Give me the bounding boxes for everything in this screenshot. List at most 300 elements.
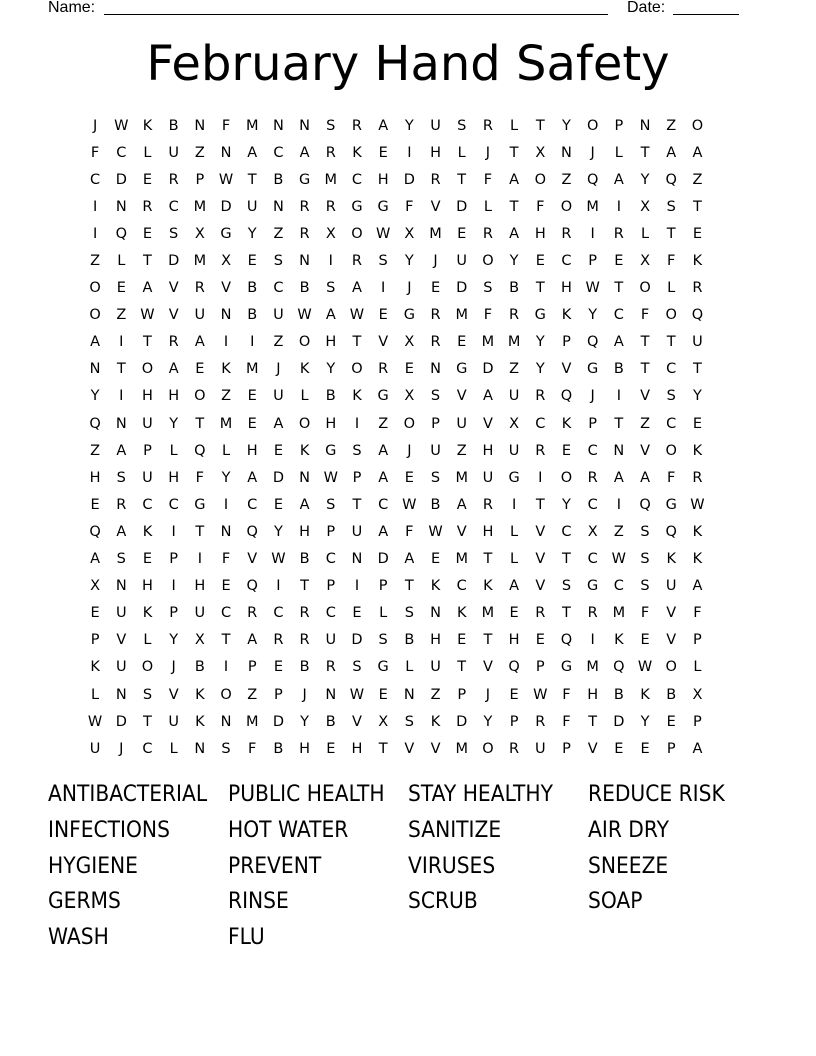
grid-letter[interactable]: F bbox=[693, 605, 702, 622]
grid-letter[interactable]: R bbox=[613, 225, 624, 242]
grid-letter[interactable]: U bbox=[430, 659, 441, 676]
grid-letter[interactable]: K bbox=[692, 442, 703, 459]
grid-letter[interactable]: C bbox=[220, 605, 232, 622]
grid-letter[interactable]: W bbox=[428, 523, 443, 540]
grid-letter[interactable]: R bbox=[535, 442, 546, 459]
grid-letter[interactable]: E bbox=[273, 442, 283, 459]
grid-letter[interactable]: J bbox=[171, 659, 176, 676]
grid-letter[interactable]: E bbox=[666, 713, 676, 730]
grid-letter[interactable]: Y bbox=[326, 361, 336, 378]
grid-letter[interactable]: B bbox=[299, 280, 310, 297]
grid-letter[interactable]: E bbox=[457, 225, 467, 242]
grid-letter[interactable]: R bbox=[351, 117, 362, 134]
grid-letter[interactable]: Q bbox=[115, 225, 127, 242]
grid-letter[interactable]: E bbox=[352, 605, 362, 622]
grid-letter[interactable]: H bbox=[194, 578, 206, 595]
grid-letter[interactable]: L bbox=[143, 632, 152, 649]
grid-letter[interactable]: D bbox=[351, 632, 363, 649]
grid-letter[interactable]: K bbox=[483, 578, 493, 595]
grid-letter[interactable]: I bbox=[511, 496, 517, 513]
grid-letter[interactable]: K bbox=[221, 361, 231, 378]
grid-letter[interactable]: P bbox=[247, 659, 257, 676]
grid-letter[interactable]: O bbox=[534, 171, 546, 188]
grid-letter[interactable]: P bbox=[169, 605, 179, 622]
grid-letter[interactable]: Y bbox=[562, 496, 571, 513]
grid-letter[interactable]: V bbox=[430, 740, 441, 757]
grid-letter[interactable]: M bbox=[245, 361, 259, 378]
grid-letter[interactable]: E bbox=[326, 740, 336, 757]
grid-letter[interactable]: P bbox=[509, 713, 519, 730]
grid-letter[interactable]: T bbox=[640, 144, 650, 161]
grid-letter[interactable]: X bbox=[325, 225, 336, 242]
grid-letter[interactable]: H bbox=[377, 171, 389, 188]
grid-letter[interactable]: Y bbox=[640, 171, 650, 188]
grid-letter[interactable]: A bbox=[666, 144, 677, 161]
grid-letter[interactable]: F bbox=[405, 523, 414, 540]
grid-letter[interactable]: O bbox=[482, 253, 494, 270]
grid-letter[interactable]: R bbox=[299, 605, 310, 622]
grid-letter[interactable]: N bbox=[194, 740, 206, 757]
grid-letter[interactable]: A bbox=[352, 280, 362, 297]
grid-letter[interactable]: Z bbox=[509, 361, 520, 378]
grid-letter[interactable]: V bbox=[247, 551, 258, 568]
grid-letter[interactable]: A bbox=[273, 415, 284, 432]
grid-letter[interactable]: C bbox=[142, 740, 153, 757]
grid-letter[interactable]: E bbox=[247, 415, 257, 432]
grid-letter[interactable]: O bbox=[298, 334, 311, 351]
grid-letter[interactable]: R bbox=[430, 307, 441, 324]
grid-letter[interactable]: Q bbox=[560, 632, 573, 649]
grid-letter[interactable]: S bbox=[142, 686, 153, 703]
grid-letter[interactable]: V bbox=[640, 388, 650, 405]
grid-letter[interactable]: P bbox=[614, 117, 624, 134]
grid-letter[interactable]: N bbox=[430, 605, 441, 622]
grid-letter[interactable]: U bbox=[115, 605, 127, 622]
grid-letter[interactable]: N bbox=[430, 361, 441, 378]
grid-letter[interactable]: Z bbox=[273, 225, 284, 242]
grid-letter[interactable]: R bbox=[116, 496, 127, 513]
grid-letter[interactable]: S bbox=[640, 523, 650, 540]
grid-letter[interactable]: J bbox=[302, 686, 307, 703]
grid-letter[interactable]: T bbox=[483, 632, 493, 649]
grid-letter[interactable]: B bbox=[247, 307, 258, 324]
grid-letter[interactable]: P bbox=[562, 334, 571, 351]
grid-letter[interactable]: S bbox=[352, 442, 362, 459]
grid-letter[interactable]: E bbox=[378, 686, 388, 703]
grid-letter[interactable]: Y bbox=[247, 225, 257, 242]
grid-letter[interactable]: K bbox=[640, 686, 650, 703]
grid-letter[interactable]: T bbox=[666, 225, 676, 242]
grid-letter[interactable]: C bbox=[168, 198, 179, 215]
grid-letter[interactable]: P bbox=[588, 253, 598, 270]
grid-letter[interactable]: N bbox=[220, 523, 232, 540]
grid-letter[interactable]: R bbox=[299, 632, 310, 649]
grid-letter[interactable]: A bbox=[90, 551, 101, 568]
grid-letter[interactable]: X bbox=[404, 334, 415, 351]
grid-letter[interactable]: G bbox=[298, 171, 311, 188]
grid-letter[interactable]: S bbox=[666, 198, 676, 215]
grid-letter[interactable]: T bbox=[614, 415, 624, 432]
grid-letter[interactable]: B bbox=[299, 551, 310, 568]
grid-letter[interactable]: P bbox=[457, 686, 467, 703]
grid-letter[interactable]: E bbox=[142, 551, 153, 568]
grid-letter[interactable]: T bbox=[535, 117, 545, 134]
grid-letter[interactable]: N bbox=[115, 198, 127, 215]
grid-letter[interactable]: Y bbox=[404, 117, 414, 134]
grid-letter[interactable]: Q bbox=[560, 388, 573, 405]
grid-letter[interactable]: G bbox=[377, 198, 389, 215]
grid-letter[interactable]: H bbox=[482, 442, 494, 459]
grid-letter[interactable]: Z bbox=[221, 388, 231, 405]
grid-letter[interactable]: Q bbox=[639, 496, 651, 513]
grid-letter[interactable]: R bbox=[509, 740, 520, 757]
grid-letter[interactable]: H bbox=[587, 686, 599, 703]
grid-letter[interactable]: C bbox=[456, 578, 467, 595]
grid-letter[interactable]: K bbox=[456, 605, 467, 622]
grid-letter[interactable]: E bbox=[116, 280, 126, 297]
grid-letter[interactable]: Z bbox=[90, 442, 101, 459]
grid-letter[interactable]: C bbox=[325, 551, 336, 568]
grid-letter[interactable]: E bbox=[247, 253, 257, 270]
grid-letter[interactable]: A bbox=[299, 144, 310, 161]
grid-letter[interactable]: K bbox=[299, 361, 310, 378]
grid-letter[interactable]: W bbox=[402, 496, 417, 513]
grid-letter[interactable]: A bbox=[613, 334, 624, 351]
grid-letter[interactable]: B bbox=[666, 686, 677, 703]
grid-letter[interactable]: T bbox=[535, 496, 545, 513]
grid-letter[interactable]: G bbox=[403, 307, 415, 324]
grid-letter[interactable]: E bbox=[640, 740, 650, 757]
grid-letter[interactable]: C bbox=[90, 171, 101, 188]
grid-letter[interactable]: T bbox=[247, 171, 257, 188]
grid-letter[interactable]: O bbox=[560, 198, 573, 215]
grid-letter[interactable]: R bbox=[692, 469, 703, 486]
grid-letter[interactable]: N bbox=[299, 117, 311, 134]
grid-letter[interactable]: T bbox=[352, 496, 362, 513]
grid-letter[interactable]: E bbox=[378, 144, 388, 161]
grid-letter[interactable]: L bbox=[483, 198, 492, 215]
grid-letter[interactable]: U bbox=[168, 713, 179, 730]
grid-letter[interactable]: T bbox=[692, 198, 702, 215]
grid-letter[interactable]: D bbox=[456, 198, 468, 215]
grid-letter[interactable]: R bbox=[561, 225, 572, 242]
grid-letter[interactable]: E bbox=[90, 496, 100, 513]
grid-letter[interactable]: I bbox=[354, 578, 360, 595]
grid-letter[interactable]: N bbox=[299, 469, 311, 486]
grid-letter[interactable]: D bbox=[115, 713, 127, 730]
grid-letter[interactable]: N bbox=[220, 307, 232, 324]
grid-letter[interactable]: P bbox=[274, 686, 283, 703]
grid-letter[interactable]: Q bbox=[665, 171, 677, 188]
grid-letter[interactable]: T bbox=[666, 334, 676, 351]
grid-letter[interactable]: H bbox=[299, 740, 311, 757]
grid-letter[interactable]: T bbox=[116, 361, 126, 378]
grid-letter[interactable]: S bbox=[378, 632, 388, 649]
grid-letter[interactable]: E bbox=[430, 551, 441, 568]
grid-letter[interactable]: Y bbox=[221, 469, 231, 486]
grid-letter[interactable]: S bbox=[326, 496, 336, 513]
grid-letter[interactable]: Y bbox=[169, 415, 179, 432]
grid-letter[interactable]: V bbox=[535, 578, 546, 595]
grid-letter[interactable]: U bbox=[430, 117, 441, 134]
grid-letter[interactable]: S bbox=[116, 469, 126, 486]
grid-letter[interactable]: K bbox=[90, 659, 100, 676]
grid-letter[interactable]: X bbox=[640, 198, 650, 215]
grid-letter[interactable]: W bbox=[271, 551, 286, 568]
grid-letter[interactable]: K bbox=[142, 605, 153, 622]
grid-letter[interactable]: Z bbox=[456, 442, 467, 459]
grid-letter[interactable]: V bbox=[587, 740, 598, 757]
grid-letter[interactable]: T bbox=[143, 253, 152, 270]
grid-letter[interactable]: O bbox=[586, 117, 599, 134]
grid-letter[interactable]: I bbox=[616, 388, 621, 405]
grid-letter[interactable]: V bbox=[666, 605, 677, 622]
grid-letter[interactable]: I bbox=[328, 253, 333, 270]
grid-letter[interactable]: N bbox=[220, 713, 232, 730]
grid-letter[interactable]: V bbox=[482, 415, 493, 432]
grid-letter[interactable]: U bbox=[456, 253, 468, 270]
grid-letter[interactable]: V bbox=[168, 686, 179, 703]
grid-letter[interactable]: G bbox=[351, 198, 363, 215]
grid-letter[interactable]: X bbox=[692, 686, 703, 703]
grid-letter[interactable]: Q bbox=[691, 307, 704, 324]
grid-letter[interactable]: B bbox=[613, 686, 624, 703]
grid-letter[interactable]: D bbox=[220, 198, 232, 215]
grid-letter[interactable]: S bbox=[430, 469, 441, 486]
grid-letter[interactable]: B bbox=[299, 659, 310, 676]
grid-letter[interactable]: I bbox=[92, 225, 98, 242]
grid-letter[interactable]: N bbox=[194, 117, 206, 134]
grid-letter[interactable]: R bbox=[299, 198, 310, 215]
grid-letter[interactable]: W bbox=[140, 307, 155, 324]
grid-letter[interactable]: L bbox=[169, 740, 178, 757]
grid-letter[interactable]: K bbox=[692, 523, 703, 540]
grid-letter[interactable]: J bbox=[485, 686, 491, 703]
grid-letter[interactable]: I bbox=[616, 198, 621, 215]
grid-letter[interactable]: Q bbox=[89, 415, 101, 432]
grid-letter[interactable]: Y bbox=[640, 713, 650, 730]
grid-letter[interactable]: O bbox=[89, 280, 101, 297]
grid-letter[interactable]: I bbox=[538, 469, 543, 486]
grid-letter[interactable]: O bbox=[403, 415, 416, 432]
grid-letter[interactable]: C bbox=[535, 415, 546, 432]
grid-letter[interactable]: Y bbox=[509, 253, 519, 270]
grid-letter[interactable]: T bbox=[195, 523, 205, 540]
grid-letter[interactable]: J bbox=[92, 117, 98, 134]
grid-letter[interactable]: P bbox=[90, 632, 100, 649]
grid-letter[interactable]: I bbox=[250, 334, 255, 351]
grid-letter[interactable]: M bbox=[455, 307, 468, 324]
grid-letter[interactable]: S bbox=[404, 605, 414, 622]
grid-letter[interactable]: N bbox=[325, 686, 337, 703]
grid-letter[interactable]: X bbox=[404, 388, 415, 405]
grid-letter[interactable]: X bbox=[194, 225, 205, 242]
grid-letter[interactable]: V bbox=[640, 442, 650, 459]
grid-letter[interactable]: I bbox=[381, 280, 386, 297]
grid-letter[interactable]: N bbox=[115, 578, 127, 595]
grid-letter[interactable]: B bbox=[509, 280, 520, 297]
grid-letter[interactable]: G bbox=[456, 361, 468, 378]
grid-letter[interactable]: V bbox=[535, 551, 546, 568]
grid-letter[interactable]: C bbox=[142, 496, 153, 513]
grid-letter[interactable]: V bbox=[352, 713, 362, 730]
grid-letter[interactable]: Y bbox=[535, 361, 545, 378]
grid-letter[interactable]: C bbox=[561, 523, 572, 540]
grid-letter[interactable]: X bbox=[378, 713, 389, 730]
grid-letter[interactable]: S bbox=[457, 117, 467, 134]
grid-letter[interactable]: H bbox=[142, 578, 153, 595]
grid-letter[interactable]: Q bbox=[246, 523, 258, 540]
grid-letter[interactable]: T bbox=[404, 578, 414, 595]
grid-letter[interactable]: E bbox=[378, 307, 388, 324]
grid-letter[interactable]: Q bbox=[89, 523, 101, 540]
grid-letter[interactable]: U bbox=[692, 334, 703, 351]
grid-letter[interactable]: Y bbox=[535, 334, 545, 351]
grid-letter[interactable]: F bbox=[640, 307, 650, 324]
grid-letter[interactable]: H bbox=[561, 280, 572, 297]
grid-letter[interactable]: M bbox=[586, 659, 599, 676]
grid-letter[interactable]: I bbox=[590, 632, 595, 649]
grid-letter[interactable]: R bbox=[430, 334, 441, 351]
grid-letter[interactable]: E bbox=[142, 225, 153, 242]
grid-letter[interactable]: T bbox=[352, 334, 362, 351]
grid-letter[interactable]: R bbox=[482, 117, 493, 134]
grid-letter[interactable]: A bbox=[482, 388, 493, 405]
grid-letter[interactable]: F bbox=[483, 171, 493, 188]
grid-letter[interactable]: C bbox=[378, 496, 389, 513]
grid-letter[interactable]: P bbox=[143, 442, 152, 459]
grid-letter[interactable]: P bbox=[431, 415, 440, 432]
grid-letter[interactable]: Y bbox=[169, 632, 179, 649]
grid-letter[interactable]: K bbox=[352, 388, 362, 405]
grid-letter[interactable]: G bbox=[194, 496, 206, 513]
grid-letter[interactable]: M bbox=[481, 334, 495, 351]
grid-letter[interactable]: Y bbox=[273, 523, 283, 540]
grid-letter[interactable]: T bbox=[457, 171, 467, 188]
grid-letter[interactable]: X bbox=[535, 144, 546, 161]
grid-letter[interactable]: A bbox=[692, 740, 703, 757]
grid-letter[interactable]: V bbox=[561, 361, 572, 378]
grid-letter[interactable]: S bbox=[561, 578, 572, 595]
grid-letter[interactable]: V bbox=[116, 632, 127, 649]
grid-letter[interactable]: R bbox=[168, 334, 179, 351]
grid-letter[interactable]: G bbox=[508, 469, 520, 486]
grid-letter[interactable]: M bbox=[193, 198, 207, 215]
grid-letter[interactable]: A bbox=[325, 307, 336, 324]
grid-letter[interactable]: J bbox=[485, 144, 491, 161]
grid-letter[interactable]: Z bbox=[640, 415, 650, 432]
grid-letter[interactable]: J bbox=[276, 361, 281, 378]
grid-letter[interactable]: A bbox=[168, 361, 179, 378]
grid-letter[interactable]: R bbox=[482, 225, 493, 242]
grid-letter[interactable]: X bbox=[221, 253, 231, 270]
grid-letter[interactable]: U bbox=[325, 632, 337, 649]
grid-letter[interactable]: A bbox=[404, 551, 415, 568]
grid-letter[interactable]: A bbox=[142, 280, 153, 297]
grid-letter[interactable]: M bbox=[481, 605, 495, 622]
grid-letter[interactable]: X bbox=[90, 578, 101, 595]
grid-letter[interactable]: N bbox=[613, 442, 625, 459]
grid-letter[interactable]: T bbox=[378, 740, 388, 757]
grid-letter[interactable]: D bbox=[403, 171, 415, 188]
grid-letter[interactable]: S bbox=[640, 578, 650, 595]
grid-letter[interactable]: W bbox=[349, 307, 365, 324]
grid-letter[interactable]: V bbox=[221, 280, 231, 297]
grid-letter[interactable]: D bbox=[456, 713, 468, 730]
grid-letter[interactable]: L bbox=[457, 144, 466, 161]
grid-letter[interactable]: I bbox=[223, 334, 229, 351]
grid-letter[interactable]: U bbox=[194, 307, 206, 324]
grid-letter[interactable]: E bbox=[247, 388, 257, 405]
grid-letter[interactable]: Y bbox=[90, 388, 100, 405]
grid-letter[interactable]: K bbox=[142, 117, 153, 134]
grid-letter[interactable]: Z bbox=[194, 144, 205, 161]
grid-letter[interactable]: K bbox=[142, 523, 153, 540]
grid-letter[interactable]: T bbox=[457, 659, 467, 676]
grid-letter[interactable]: O bbox=[141, 659, 154, 676]
grid-letter[interactable]: K bbox=[692, 551, 703, 568]
grid-letter[interactable]: A bbox=[194, 334, 205, 351]
grid-letter[interactable]: U bbox=[351, 523, 363, 540]
grid-letter[interactable]: P bbox=[169, 551, 179, 568]
grid-letter[interactable]: M bbox=[586, 198, 599, 215]
grid-letter[interactable]: E bbox=[457, 632, 467, 649]
grid-letter[interactable]: P bbox=[326, 523, 336, 540]
grid-letter[interactable]: T bbox=[562, 605, 571, 622]
grid-letter[interactable]: K bbox=[561, 307, 572, 324]
grid-letter[interactable]: L bbox=[221, 442, 231, 459]
grid-letter[interactable]: P bbox=[588, 415, 598, 432]
grid-letter[interactable]: M bbox=[245, 117, 259, 134]
grid-letter[interactable]: S bbox=[430, 388, 441, 405]
grid-letter[interactable]: K bbox=[692, 253, 703, 270]
grid-letter[interactable]: J bbox=[433, 253, 438, 270]
grid-letter[interactable]: Y bbox=[300, 713, 310, 730]
grid-letter[interactable]: L bbox=[300, 388, 309, 405]
grid-letter[interactable]: O bbox=[351, 361, 363, 378]
grid-letter[interactable]: B bbox=[325, 713, 336, 730]
grid-letter[interactable]: F bbox=[536, 198, 545, 215]
grid-letter[interactable]: I bbox=[197, 551, 202, 568]
grid-letter[interactable]: R bbox=[482, 496, 493, 513]
grid-letter[interactable]: G bbox=[587, 578, 599, 595]
grid-letter[interactable]: J bbox=[590, 144, 595, 161]
grid-letter[interactable]: T bbox=[300, 578, 310, 595]
grid-letter[interactable]: E bbox=[692, 415, 702, 432]
grid-letter[interactable]: G bbox=[534, 307, 546, 324]
grid-letter[interactable]: Q bbox=[586, 171, 599, 188]
grid-letter[interactable]: H bbox=[430, 144, 441, 161]
grid-letter[interactable]: W bbox=[218, 171, 234, 188]
grid-letter[interactable]: P bbox=[326, 578, 336, 595]
grid-letter[interactable]: J bbox=[119, 740, 124, 757]
grid-letter[interactable]: F bbox=[562, 713, 571, 730]
grid-letter[interactable]: A bbox=[247, 469, 258, 486]
grid-letter[interactable]: S bbox=[326, 117, 336, 134]
grid-letter[interactable]: S bbox=[116, 551, 126, 568]
grid-letter[interactable]: T bbox=[692, 361, 702, 378]
grid-letter[interactable]: I bbox=[223, 659, 229, 676]
grid-letter[interactable]: N bbox=[115, 415, 127, 432]
grid-letter[interactable]: H bbox=[508, 632, 520, 649]
grid-letter[interactable]: G bbox=[665, 496, 677, 513]
grid-letter[interactable]: E bbox=[509, 686, 519, 703]
grid-letter[interactable]: Q bbox=[246, 578, 258, 595]
grid-letter[interactable]: A bbox=[640, 469, 650, 486]
grid-letter[interactable]: B bbox=[273, 740, 284, 757]
grid-letter[interactable]: S bbox=[169, 225, 179, 242]
grid-letter[interactable]: O bbox=[665, 659, 677, 676]
